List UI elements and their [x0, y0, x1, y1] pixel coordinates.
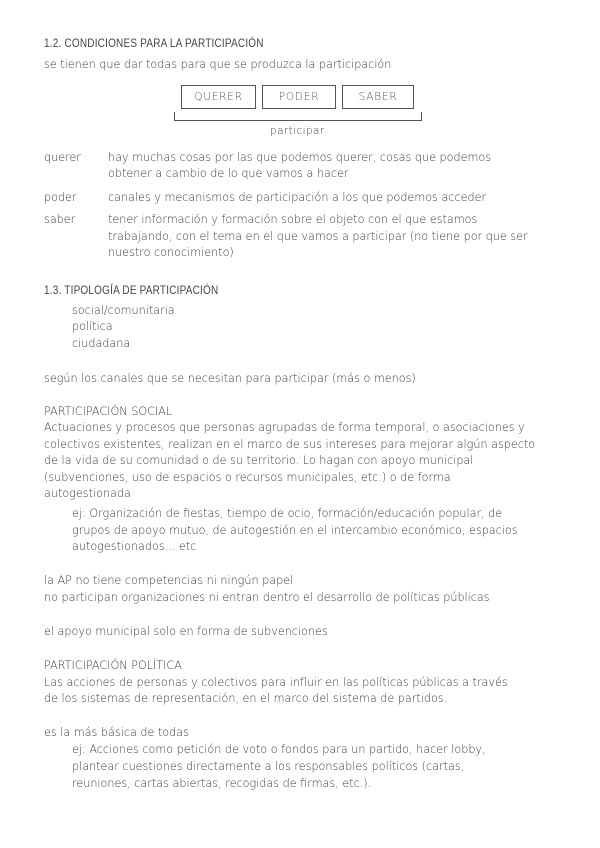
section-heading-1-3: 1.3. TIPOLOGÍA DE PARTICIPACIÓN [44, 285, 219, 298]
definition-line: nuestro conocimiento) [108, 246, 234, 259]
social-note: la AP no tiene competencias ni ningún papel [44, 574, 294, 587]
social-example-line: autogestionados... etc [72, 540, 197, 553]
box-querer: QUERER [181, 85, 256, 109]
social-line: Actuaciones y procesos que personas agrupadas de forma temporal, o asociaciones y [44, 421, 525, 434]
social-line: autogestionada [44, 487, 131, 500]
bracket-label: participar [270, 125, 325, 137]
definition-line: hay muchas cosas por las que podemos querer, cosas que podemos [108, 151, 492, 164]
type-item: ciudadana [72, 337, 131, 350]
social-example-line: grupos de apoyo mutuo, de autogestión en el intercambio económico, espacios [72, 524, 518, 537]
bracket [174, 112, 422, 121]
box-poder: PODER [262, 85, 336, 109]
social-line: de la vida de su comunidad o de su territorio. Lo hagan con apoyo municipal [44, 454, 474, 467]
definition-line: trabajando, con el tema en el que vamos a participar (no tiene por que ser [108, 230, 528, 243]
politica-example-line: ej: Acciones como petición de voto o fondos para un partido, hacer lobby, [72, 743, 486, 756]
social-note: el apoyo municipal solo en forma de subvenciones [44, 625, 328, 638]
social-line: (subvenciones, uso de espacios o recursos municipales, etc.) o de forma [44, 471, 451, 484]
definition-line: obtener a cambio de lo que vamos a hacer [108, 167, 349, 180]
politica-note: es la más básica de todas [44, 726, 189, 739]
definition-term: querer [44, 151, 81, 164]
type-item: política [72, 320, 113, 333]
politica-example-line: reuniones, cartas abiertas, recogidas de firmas, etc.). [72, 777, 372, 790]
definition-line: canales y mecanismos de participación a los que podemos acceder [108, 191, 487, 204]
box-saber: SABER [342, 85, 414, 109]
social-example-line: ej: Organización de fiestas, tiempo de ocio, formación/educación popular, de [72, 507, 503, 520]
social-note: no participan organizaciones ni entran dentro el desarrollo de políticas públicas [44, 591, 490, 604]
politica-example-line: plantear cuestiones directamente a los responsables políticos (cartas, [72, 760, 465, 773]
criterion-text: según los canales que se necesitan para participar (más o menos) [44, 372, 416, 385]
section-intro: se tienen que dar todas para que se produzca la participación [44, 58, 392, 71]
definition-line: tener información y formación sobre el objeto con el que estamos [108, 213, 478, 226]
section-heading-1-2: 1.2. CONDICIONES PARA LA PARTICIPACIÓN [44, 38, 264, 51]
definition-term: poder [44, 191, 77, 204]
social-title: PARTICIPACIÓN SOCIAL [44, 405, 173, 418]
type-item: social/comunitaria [72, 304, 175, 317]
politica-title: PARTICIPACIÓN POLÍTICA [44, 659, 182, 672]
politica-line: Las acciones de personas y colectivos para influir en las políticas públicas a través [44, 676, 508, 689]
definition-term: saber [44, 213, 76, 226]
politica-line: de los sistemas de representación, en el marco del sistema de partidos. [44, 692, 448, 705]
social-line: colectivos existentes, realizan en el marco de sus intereses para mejorar algún aspecto [44, 438, 536, 451]
